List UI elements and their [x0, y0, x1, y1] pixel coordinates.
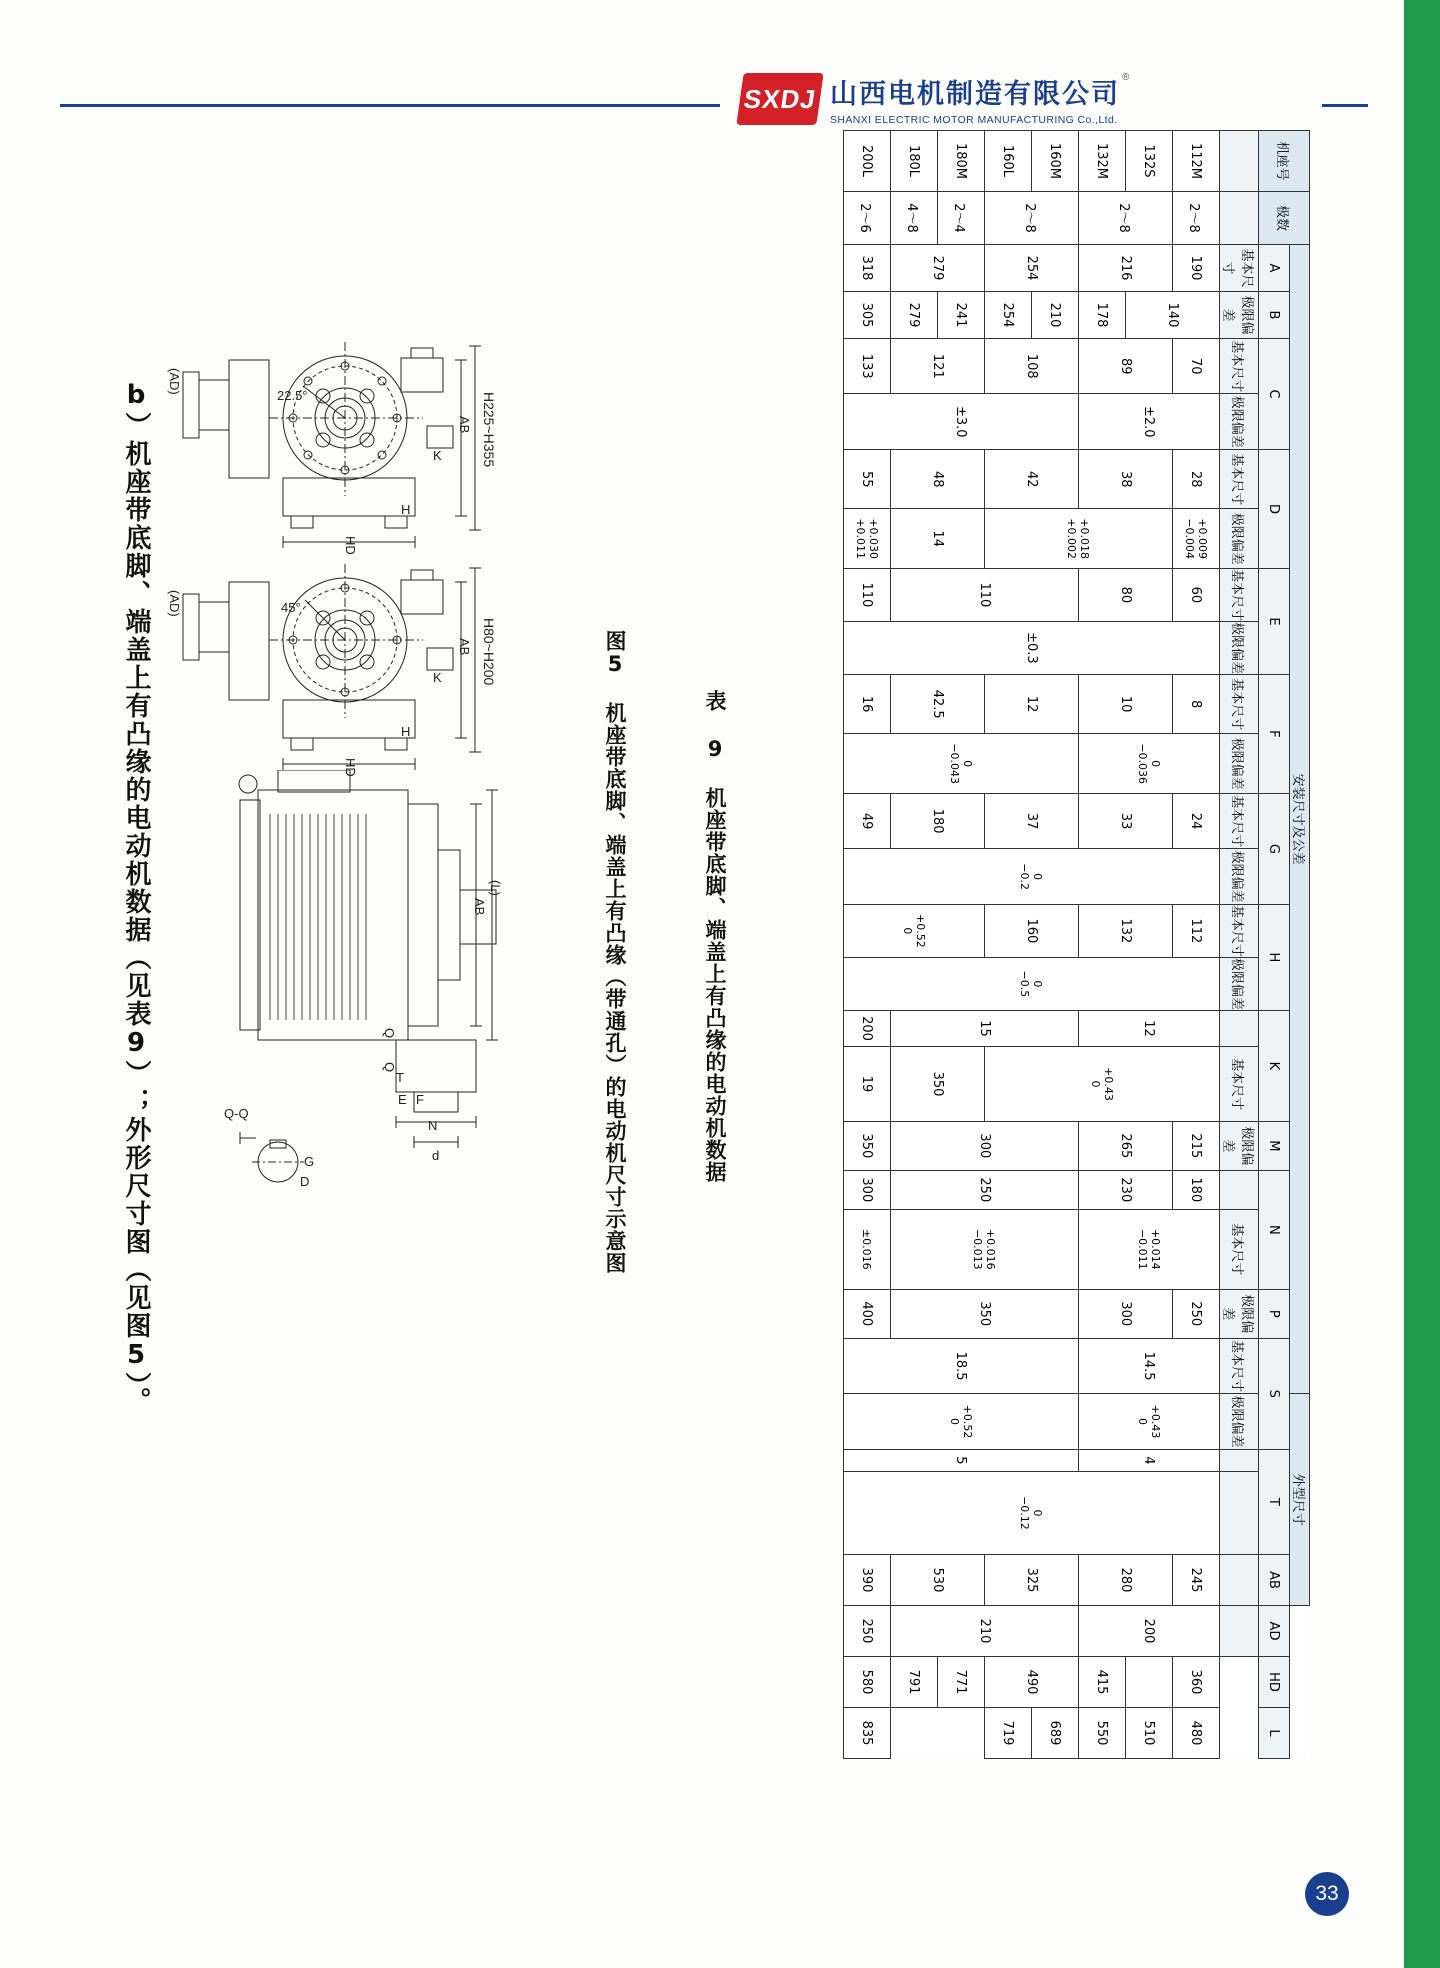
frame-range-h225-h355: H225~H355: [481, 392, 497, 468]
label-ad-mid: (AD): [167, 590, 182, 617]
cell-D-basic: 28: [1173, 449, 1220, 508]
dimension-table-wrapper: [843, 130, 1310, 1759]
cell-H-basic: 160: [985, 904, 1079, 957]
cell-A: 216: [1079, 245, 1173, 292]
cell-C-basic: 108: [985, 339, 1079, 394]
th-P: P: [1259, 1289, 1290, 1338]
cell-AB: 350: [891, 1047, 985, 1122]
page-header: [60, 72, 1370, 132]
cell-B: 241: [938, 292, 985, 339]
cell-S-basic: 18.5: [844, 1338, 1079, 1393]
cell-C-basic: 121: [891, 339, 985, 394]
cell-N-basic: 230: [1079, 1170, 1173, 1209]
th-outline-group: 外型尺寸: [1290, 1394, 1310, 1606]
cell-G-basic: 49: [844, 793, 891, 848]
label-hd-mid: HD: [343, 758, 358, 777]
cell-AD: 210: [891, 1606, 1079, 1657]
figure5-caption: 图5 机座带底脚、端盖上有凸缘（带通孔）的电动机尺寸示意图: [603, 630, 627, 1274]
cell-B: 140: [1126, 292, 1220, 339]
cell-E-basic: 110: [844, 568, 891, 621]
sub-D-basic: 基本尺寸: [1220, 339, 1259, 394]
cell-frame: 132S: [1126, 131, 1173, 192]
sub-D-limit: 极限偏差: [1220, 394, 1259, 449]
label-ab-top: AB: [457, 416, 472, 434]
sub-AB: [1220, 1449, 1259, 1471]
label-k-top: K: [433, 448, 442, 463]
cell-F-limit: 0 −0.043: [844, 734, 1079, 793]
cell-A: 190: [1173, 245, 1220, 292]
cell-H-basic: 112: [1173, 904, 1220, 957]
label-l-side: (L): [488, 880, 503, 896]
cell-A: 279: [891, 245, 985, 292]
cell-N-basic: 180: [1173, 1170, 1220, 1209]
cell-F-basic: 8: [1173, 674, 1220, 733]
cell-H-limit: 0 −0.5: [844, 957, 1220, 1010]
company-logo: [740, 72, 1129, 126]
sub-S-basic: 基本尺寸: [1220, 1209, 1259, 1289]
cell-poles: 4～8: [891, 192, 938, 245]
cell-F-basic: 16: [844, 674, 891, 733]
cell-HD: 580: [844, 1657, 891, 1708]
cell-D-basic: 38: [1079, 449, 1173, 508]
cell-M: 265: [1079, 1121, 1173, 1170]
sub-HD: [1220, 1555, 1259, 1606]
cell-L: 835: [844, 1708, 891, 1759]
cell-poles: 2～6: [844, 192, 891, 245]
cell-B: 178: [1079, 292, 1126, 339]
cell-poles: 2～8: [1079, 192, 1173, 245]
logo-mark: SXDJ: [736, 73, 823, 125]
label-ad-top: (AD): [167, 368, 182, 395]
label-e-side: E: [398, 1092, 407, 1107]
cell-frame: 180M: [938, 131, 985, 192]
cell-F-basic: 10: [1079, 674, 1173, 733]
cell-AB: 245: [1173, 1555, 1220, 1606]
cell-HD: 490: [985, 1657, 1079, 1708]
cell-D-basic: 42: [985, 449, 1079, 508]
sub-S-limit: 极限偏差: [1220, 1289, 1259, 1338]
cell-C-basic: 133: [844, 339, 891, 394]
cell-A: 254: [985, 245, 1079, 292]
sub-C-basic: 基本尺寸: [1220, 245, 1259, 292]
th-A: A: [1259, 245, 1290, 292]
cell-A: 318: [844, 245, 891, 292]
sub-AD: [1220, 1471, 1259, 1554]
label-angle-22-5: 22.5°: [277, 388, 308, 403]
cell-T-limit: 0 −0.12: [844, 1471, 1220, 1554]
sub-T-limit: 极限偏差: [1220, 1394, 1259, 1449]
cell-poles: 2～4: [938, 192, 985, 245]
sub-E-limit: 极限偏差: [1220, 509, 1259, 568]
th-N: N: [1259, 1170, 1290, 1289]
cell-G-basic: 42.5: [891, 674, 985, 733]
sub-C-limit: 极限偏差: [1220, 292, 1259, 339]
th-H: H: [1259, 904, 1290, 1010]
cell-C-basic: 70: [1173, 339, 1220, 394]
cell-K-limit: +0.43 0: [985, 1047, 1220, 1122]
th-S: S: [1259, 1338, 1290, 1449]
cell-F-basic: 14: [891, 509, 985, 568]
label-f-side: F: [416, 1092, 424, 1107]
cell-E-basic: 60: [1173, 568, 1220, 621]
cell-P: 300: [1079, 1289, 1173, 1338]
th-K: K: [1259, 1010, 1290, 1121]
th-B: B: [1259, 292, 1290, 339]
cell-D-limit: +0.030 +0.011: [844, 509, 891, 568]
cell-H-basic: 180: [891, 793, 985, 848]
drawing-h80-h200: [165, 552, 495, 782]
cell-M: 215: [1173, 1121, 1220, 1170]
cell-HD: 415: [1079, 1657, 1126, 1708]
cell-HD: [1126, 1657, 1173, 1708]
cell-G-limit: 0 −0.2: [844, 849, 1220, 904]
label-h-mid: H: [401, 724, 411, 739]
table-col-header-row: [1259, 131, 1290, 1759]
cell-D-limit: +0.009 −0.004: [1173, 509, 1220, 568]
cell-G-basic: 37: [985, 793, 1079, 848]
cell-frame: 132M: [1079, 131, 1126, 192]
th-G: G: [1259, 793, 1290, 904]
drawing-h225-h355: [165, 330, 495, 560]
label-ab-side: AB: [472, 898, 487, 916]
sub-B: [1220, 192, 1259, 245]
cell-S-limit: +0.52 0: [844, 1394, 1079, 1449]
cell-frame: 200L: [844, 131, 891, 192]
cell-L: 719: [985, 1708, 1032, 1759]
sub-N-limit: 极限偏差: [1220, 1121, 1259, 1170]
table-head: [1220, 131, 1310, 1759]
cell-poles: 2～8: [1173, 192, 1220, 245]
label-h-top: H: [401, 502, 411, 517]
cell-S-basic: 14.5: [1079, 1338, 1220, 1393]
cell-C-basic: 89: [1079, 339, 1173, 394]
label-t-side: T: [396, 1070, 404, 1085]
cell-K-basic: 12: [1079, 1010, 1220, 1046]
cell-L: 550: [1079, 1708, 1126, 1759]
th-M: M: [1259, 1121, 1290, 1170]
header-rule-left: [60, 104, 720, 107]
cell-frame: 180L: [891, 131, 938, 192]
company-name-en: SHANXI ELECTRIC MOTOR MANUFACTURING Co.,Ltd.: [830, 114, 1118, 126]
cell-N-basic: 250: [891, 1170, 1079, 1209]
header-rule-right: [1322, 104, 1368, 107]
cell-E-limit: ±0.3: [844, 621, 1220, 674]
th-AB: AB: [1259, 1555, 1290, 1606]
th-F: F: [1259, 674, 1290, 793]
page-number-badge: 33: [1305, 1872, 1349, 1916]
cell-P: 250: [1173, 1289, 1220, 1338]
sub-G-basic: 基本尺寸: [1220, 674, 1259, 733]
sub-K-limit: 极限偏差: [1220, 957, 1259, 1010]
cell-H-basic: 200: [844, 1010, 891, 1046]
cell-F-limit: 0 −0.036: [1079, 734, 1220, 793]
section-caption-b: b）机座带底脚、端盖上有凸缘的电动机数据（见表9）；外形尺寸图（见图5）。: [121, 380, 151, 1415]
drawing-side-view: [200, 770, 510, 1190]
table-sub-header-row: [1220, 131, 1259, 1759]
sub-L: [1220, 1606, 1259, 1657]
sub-F-limit: 极限偏差: [1220, 621, 1259, 674]
dimension-table: [843, 130, 1310, 1759]
cell-B: 305: [844, 292, 891, 339]
cell-AB: 390: [844, 1555, 891, 1606]
sub-M: [1220, 1010, 1259, 1046]
cell-D-basic: 55: [844, 449, 891, 508]
cell-E-basic: 110: [891, 568, 1079, 621]
cell-M: 350: [844, 1121, 891, 1170]
th-L: L: [1259, 1708, 1290, 1759]
cell-D-basic: 48: [891, 449, 985, 508]
cell-N-basic: 300: [844, 1170, 891, 1209]
cell-T-basic: 5: [844, 1449, 1079, 1471]
registered-mark-icon: ®: [1122, 72, 1130, 83]
sub-A: [1220, 131, 1259, 192]
cell-AB: 280: [1079, 1555, 1173, 1606]
table-row: [1173, 131, 1220, 1759]
cell-B: 279: [891, 292, 938, 339]
th-D: D: [1259, 449, 1290, 568]
sub-K-basic: 基本尺寸: [1220, 904, 1259, 957]
cell-L: 689: [1032, 1708, 1079, 1759]
cell-H-basic: 132: [1079, 904, 1173, 957]
cell-N-limit: +0.014 −0.011: [1079, 1209, 1220, 1289]
cell-poles: 2～8: [985, 192, 1079, 245]
sub-P: [1220, 1170, 1259, 1209]
cell-D-limit: +0.018 +0.002: [985, 509, 1173, 568]
sub-T-basic: 基本尺寸: [1220, 1338, 1259, 1393]
cell-AD: 250: [844, 1606, 891, 1657]
th-AD: AD: [1259, 1606, 1290, 1657]
sub-E-basic: 基本尺寸: [1220, 449, 1259, 508]
label-ab-mid: AB: [457, 638, 472, 656]
cell-C-limit: ±2.0: [1079, 394, 1220, 449]
label-hd-top: HD: [343, 536, 358, 555]
cell-E-basic: 80: [1079, 568, 1173, 621]
cell-K-limit: +0.52 0: [844, 904, 985, 957]
label-d-section: D: [300, 1174, 310, 1189]
cell-K-basic: 19: [844, 1047, 891, 1122]
table-body: [844, 131, 1220, 1759]
sub-F-basic: 基本尺寸: [1220, 568, 1259, 621]
right-green-bar: [1404, 0, 1440, 1968]
label-angle-45: 45°: [281, 600, 301, 615]
cell-frame: 160L: [985, 131, 1032, 192]
th-frame: 机座号: [1259, 131, 1310, 192]
sub-H-limit: 极限偏差: [1220, 849, 1259, 904]
cell-S-limit: +0.43 0: [1079, 1394, 1220, 1449]
cell-HD: 530: [891, 1555, 985, 1606]
cell-C-limit: ±3.0: [844, 394, 1079, 449]
table9-caption: 表 9 机座带底脚、端盖上有凸缘的电动机数据: [703, 690, 727, 1183]
cell-HD: 360: [1173, 1657, 1220, 1708]
th-poles: 极数: [1259, 192, 1310, 245]
cell-AB: 325: [985, 1555, 1079, 1606]
cell-M: 300: [891, 1121, 1079, 1170]
cell-B: 210: [1032, 292, 1079, 339]
cell-F-basic: 12: [985, 674, 1079, 733]
cell-AD: 200: [1079, 1606, 1220, 1657]
cell-P: 400: [844, 1289, 891, 1338]
cell-B: 254: [985, 292, 1032, 339]
label-k-mid: K: [433, 670, 442, 685]
sub-G-limit: 极限偏差: [1220, 734, 1259, 793]
cell-L: 771: [938, 1657, 985, 1708]
table-group-header-row: [1290, 131, 1310, 1759]
cell-N-limit: +0.016 −0.013: [891, 1209, 1079, 1289]
label-q-q-section: Q-Q: [224, 1106, 249, 1121]
label-d-side: d: [432, 1148, 440, 1163]
company-name-cn: 山西电机制造有限公司: [830, 79, 1120, 110]
cell-L: 791: [891, 1657, 938, 1708]
label-q2: Q: [382, 1062, 397, 1073]
label-q1: Q: [382, 1028, 397, 1039]
label-n-side: N: [428, 1118, 438, 1133]
label-g-side: G: [304, 1154, 315, 1169]
right-white-gap: [1394, 0, 1404, 1968]
cell-P: 350: [891, 1289, 1079, 1338]
cell-G-basic: 24: [1173, 793, 1220, 848]
th-C: C: [1259, 339, 1290, 450]
cell-N-limit: ±0.016: [844, 1209, 891, 1289]
cell-T-basic: 4: [1079, 1449, 1220, 1471]
cell-L: 480: [1173, 1708, 1220, 1759]
cell-frame: 112M: [1173, 131, 1220, 192]
frame-range-h80-h200: H80~H200: [481, 618, 497, 686]
cell-L: 510: [1126, 1708, 1173, 1759]
cell-G-basic: 33: [1079, 793, 1173, 848]
sub-H-basic: 基本尺寸: [1220, 793, 1259, 848]
cell-frame: 160M: [1032, 131, 1079, 192]
th-T: T: [1259, 1449, 1290, 1554]
sub-N-basic: 基本尺寸: [1220, 1047, 1259, 1122]
th-E: E: [1259, 568, 1290, 674]
cell-K-basic: 15: [891, 1010, 1079, 1046]
th-HD: HD: [1259, 1657, 1290, 1708]
th-mount-group: 安装尺寸及公差: [1290, 245, 1310, 1394]
